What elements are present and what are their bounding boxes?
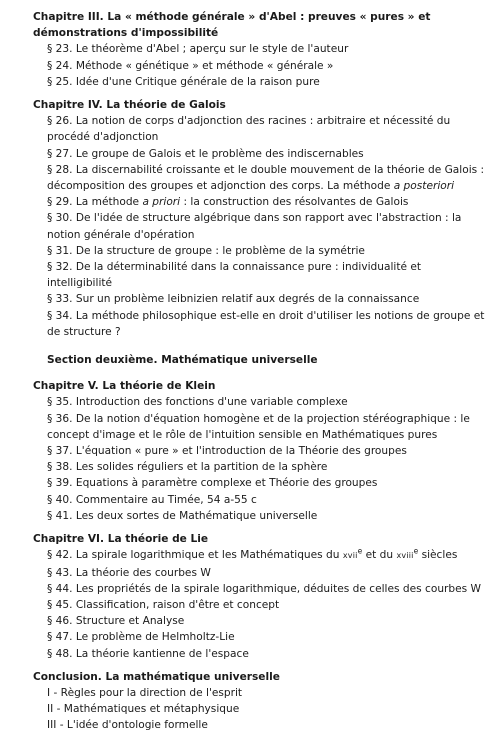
- toc-item: § 39. Equations à paramètre complexe et Théorie des groupes: [47, 477, 378, 490]
- toc-item: § 43. La théorie des courbes W: [47, 566, 211, 579]
- toc-item: II - Mathématiques et métaphysique: [47, 703, 240, 716]
- toc-item-text: § 28. La discernabilité croissante et le double mouvement de la théorie de Galois : décomposition des groupes et adjonction des corps. La méthode: [47, 163, 485, 193]
- toc-item: § 44. Les propriétés de la spirale logarithmique, déduites de celles des courbes W: [47, 582, 481, 595]
- toc-item: § 38. Les solides réguliers et la partition de la sphère: [47, 461, 328, 474]
- ordinal-suffix: e: [413, 546, 419, 556]
- toc-item: § 32. De la déterminabilité dans la connaissance pure : individualité et intelligibilité: [47, 261, 422, 290]
- toc-item: § 41. Les deux sortes de Mathématique universelle: [47, 509, 318, 522]
- toc-item: I - Règles pour la direction de l'esprit: [47, 686, 243, 699]
- toc-item: § 25. Idée d'une Critique générale de la raison pure: [47, 75, 320, 88]
- chapter-title: Chapitre VI. La théorie de Lie: [33, 533, 209, 546]
- toc-item: [33, 194, 485, 210]
- toc-item-text: § 29. La méthode: [47, 196, 143, 209]
- chapter-title: Chapitre IV. La théorie de Galois: [33, 99, 226, 112]
- toc-item: § 34. La méthode philosophique est-elle en droit d'utiliser les notions de groupe et de structure ?: [47, 309, 485, 338]
- toc-item: § 33. Sur un problème leibnizien relatif aux degrés de la connaissance: [47, 293, 420, 306]
- toc-item: § 27. Le groupe de Galois et le problème des indiscernables: [47, 147, 364, 160]
- chapter-title: Chapitre V. La théorie de Klein: [33, 380, 216, 393]
- chapter-title: Chapitre III. La « méthode générale » d'Abel : preuves « pures » et démonstrations d'impossibilité: [33, 11, 431, 40]
- italic-term: a priori: [142, 196, 181, 209]
- toc-item: [33, 162, 485, 194]
- toc-item: III - L'idée d'ontologie formelle: [47, 719, 208, 732]
- toc-item: § 48. La théorie kantienne de l'espace: [47, 647, 249, 660]
- toc-item: § 36. De la notion d'équation homogène et de la projection stéréographique : le concept d'image et le rôle de l'intuition sensible en Mathématiques pures: [47, 412, 470, 441]
- toc-item: § 37. L'équation « pure » et l'introduction de la Théorie des groupes: [47, 445, 407, 458]
- ordinal-suffix: e: [357, 546, 363, 556]
- toc-item: § 23. Le théorème d'Abel ; aperçu sur le style de l'auteur: [47, 43, 349, 56]
- toc-item-text: siècles: [418, 549, 458, 562]
- toc-item: § 40. Commentaire au Timée, 54 a-55 c: [47, 493, 257, 506]
- toc-item-text: et du: [362, 549, 397, 562]
- toc-item-text: : la construction des résolvantes de Galois: [180, 196, 409, 209]
- section-title: Section deuxième. Mathématique universelle: [47, 354, 318, 367]
- italic-term: a posteriori: [393, 180, 455, 193]
- toc-item: § 46. Structure et Analyse: [47, 615, 185, 628]
- toc-item: § 35. Introduction des fonctions d'une variable complexe: [47, 396, 348, 409]
- century-numeral: xviii: [396, 551, 414, 561]
- toc-item: § 47. Le problème de Helmholtz-Lie: [47, 631, 235, 644]
- century-numeral: xvii: [342, 551, 358, 561]
- toc-item: § 30. De l'idée de structure algébrique dans son rapport avec l'abstraction : la notion générale d'opération: [47, 212, 462, 241]
- toc-item: § 31. De la structure de groupe : le problème de la symétrie: [47, 244, 365, 257]
- toc-item-text: § 42. La spirale logarithmique et les Mathématiques du: [47, 549, 343, 562]
- toc-item: [33, 547, 485, 564]
- toc-item: § 24. Méthode « génétique » et méthode « générale »: [47, 59, 334, 72]
- toc-item: § 26. La notion de corps d'adjonction des racines : arbitraire et nécessité du procédé d'adjonction: [47, 115, 451, 144]
- chapter-title: Conclusion. La mathématique universelle: [33, 670, 280, 683]
- toc-item: § 45. Classification, raison d'être et concept: [47, 598, 280, 611]
